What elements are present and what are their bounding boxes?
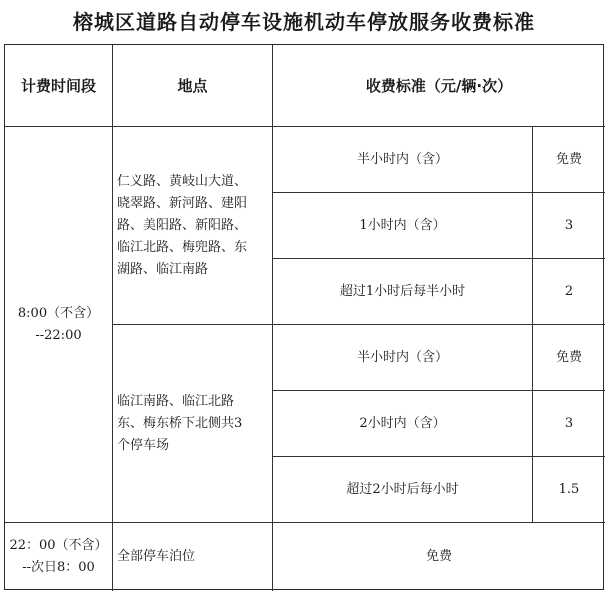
document-title: 榕城区道路自动停车设施机动车停放服务收费标准 bbox=[73, 10, 535, 34]
header-location: 地点 bbox=[113, 45, 273, 127]
group1-fee-price: 2 bbox=[533, 259, 605, 325]
header-fee: 收费标准（元/辆·次） bbox=[273, 45, 605, 127]
group2-fee-desc: 半小时内（含） bbox=[273, 325, 533, 391]
group1-fee-price: 3 bbox=[533, 193, 605, 259]
night-location: 全部停车泊位 bbox=[113, 523, 273, 591]
group2-fee-desc: 超过2小时后每小时 bbox=[273, 457, 533, 523]
group1-fee-desc: 半小时内（含） bbox=[273, 127, 533, 193]
group1-fee-desc: 1小时内（含） bbox=[273, 193, 533, 259]
group1-location: 仁义路、黄岐山大道、 晓翠路、新河路、建阳 路、美阳路、新阳路、 临江北路、梅兜路、东 湖路、临江南路 bbox=[113, 127, 273, 325]
group2-location: 临江南路、临江北路 东、梅东桥下北侧共3 个停车场 bbox=[113, 325, 273, 523]
night-period: 22：00（不含） --次日8：00 bbox=[5, 523, 113, 591]
daytime-period: 8:00（不含） --22:00 bbox=[5, 127, 113, 523]
group2-fee-price: 3 bbox=[533, 391, 605, 457]
group2-fee-desc: 2小时内（含） bbox=[273, 391, 533, 457]
group2-fee-price: 免费 bbox=[533, 325, 605, 391]
group1-fee-price: 免费 bbox=[533, 127, 605, 193]
header-time: 计费时间段 bbox=[5, 45, 113, 127]
fee-table bbox=[4, 44, 604, 590]
night-fee: 免费 bbox=[425, 549, 452, 564]
group1-fee-desc: 超过1小时后每半小时 bbox=[273, 259, 533, 325]
group2-fee-price: 1.5 bbox=[533, 457, 605, 523]
